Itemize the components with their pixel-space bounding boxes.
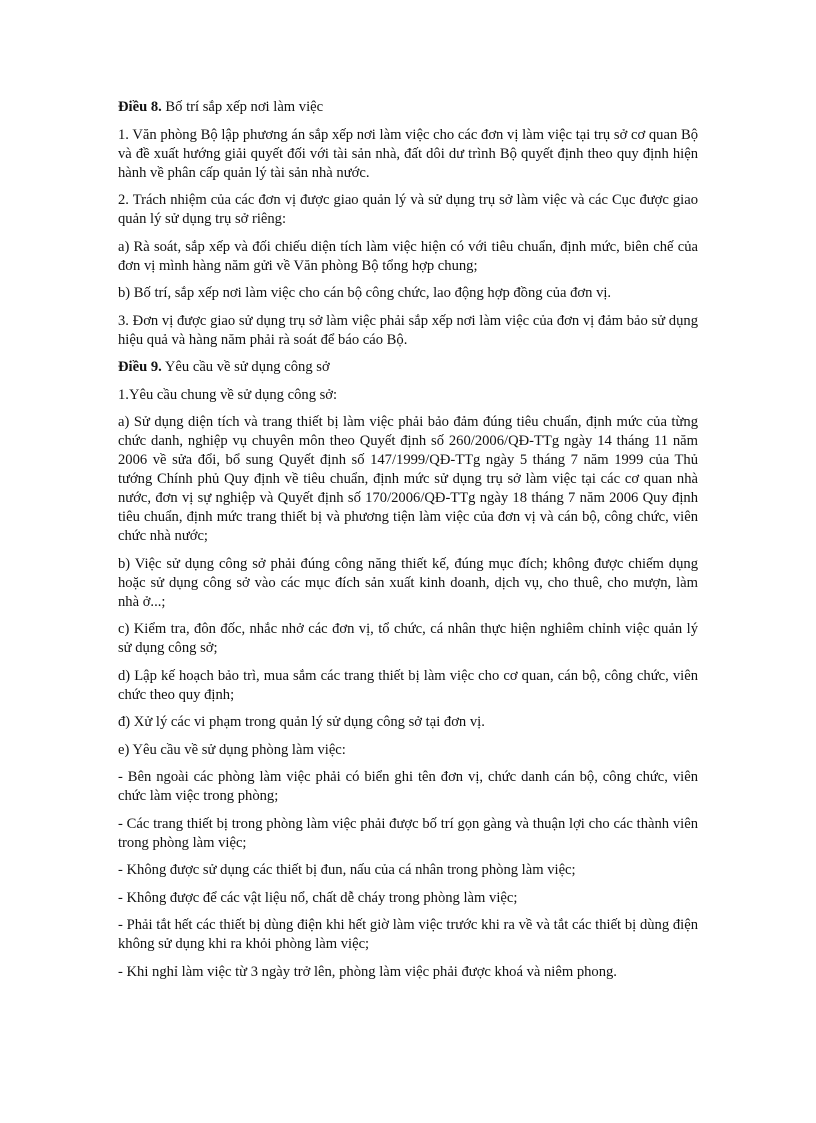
article-9-paragraph-1d: d) Lập kế hoạch bảo trì, mua sắm các trang thiết bị làm việc cho cơ quan, cán bộ, công chức, viên chức theo quy định; xyxy=(118,667,698,703)
article-8-paragraph-2: 2. Trách nhiệm của các đơn vị được giao quản lý và sử dụng trụ sở làm việc và các Cục được giao quản lý sử dụng trụ sở riêng: xyxy=(118,192,698,227)
article-8-paragraph-2b: b) Bố trí, sắp xếp nơi làm việc cho cán bộ công chức, lao động hợp đồng của đơn vị. xyxy=(118,285,612,301)
article-8-number: Điều 8. xyxy=(118,99,162,115)
article-9-paragraph-1b: b) Việc sử dụng công sở phải đúng công năng thiết kế, đúng mục đích; không được chiếm dụng hoặc sử dụng công sở vào các mục đích sản xuất kinh doanh, dịch vụ, cho thuê, cho mượn, làm nhà ở...; xyxy=(118,555,698,610)
article-9-bullet-5: - Phải tắt hết các thiết bị dùng điện khi hết giờ làm việc trước khi ra về và tắt các thiết bị dùng điện không sử dụng khi ra khỏi phòng làm việc; xyxy=(118,917,698,952)
article-9-bullet-2: - Các trang thiết bị trong phòng làm việc phải được bố trí gọn gàng và thuận lợi cho các thành viên trong phòng làm việc; xyxy=(118,815,698,851)
article-9-bullet-4: - Không được để các vật liệu nổ, chất dễ cháy trong phòng làm việc; xyxy=(118,889,518,906)
article-9-paragraph-1dd: đ) Xử lý các vi phạm trong quản lý sử dụng công sở tại đơn vị. xyxy=(118,714,485,730)
document-page xyxy=(118,98,698,990)
article-9-bullet-1: - Bên ngoài các phòng làm việc phải có biển ghi tên đơn vị, chức danh cán bộ, công chức, viên chức làm việc trong phòng; xyxy=(118,769,698,804)
article-8-heading xyxy=(118,98,698,117)
article-8-paragraph-1: 1. Văn phòng Bộ lập phương án sắp xếp nơi làm việc cho các đơn vị làm việc tại trụ sở cơ quan Bộ và đề xuất hướng giải quyết đối với tài sản nhà, đất dôi dư trình Bộ quyết định theo quy định hiện hành về phân cấp quản lý tài sản nhà nước. xyxy=(118,126,698,181)
article-9-title: Yêu cầu về sử dụng công sở xyxy=(161,359,330,375)
article-9-paragraph-1: 1.Yêu cầu chung về sử dụng công sở: xyxy=(118,386,338,403)
article-8-title: Bố trí sắp xếp nơi làm việc xyxy=(161,99,324,115)
article-8-paragraph-2a: a) Rà soát, sắp xếp và đối chiếu diện tích làm việc hiện có với tiêu chuẩn, định mức, biên chế của đơn vị mình hàng năm gửi về Văn phòng Bộ tổng hợp chung; xyxy=(118,238,698,274)
article-9-bullet-3: - Không được sử dụng các thiết bị đun, nấu của cá nhân trong phòng làm việc; xyxy=(118,862,576,878)
article-9-paragraph-1c: c) Kiểm tra, đôn đốc, nhắc nhở các đơn vị, tổ chức, cá nhân thực hiện nghiêm chỉnh việc quản lý sử dụng công sở; xyxy=(118,621,698,656)
article-9-bullet-6: - Khi nghỉ làm việc từ 3 ngày trở lên, phòng làm việc phải được khoá và niêm phong. xyxy=(118,963,617,980)
article-9-paragraph-1a: a) Sử dụng diện tích và trang thiết bị làm việc phải bảo đảm đúng tiêu chuẩn, định mức của từng chức danh, nghiệp vụ chuyên môn theo Quyết định số 260/2006/QĐ-TTg ngày 14 tháng 11 năm 2006 về sửa đổi, bổ sung Quyết định số 147/1999/QĐ-TTg ngày 5 tháng 7 năm 1999 của Thủ tướng Chính phủ Quy định về tiêu chuẩn, định mức sử dụng trụ sở làm việc tại các cơ quan nhà nước, đơn vị sự nghiệp và Quyết định số 170/2006/QĐ-TTg ngày 18 tháng 7 năm 2006 Quy định tiêu chuẩn, định mức trang thiết bị và phương tiện làm việc của đơn vị và cán bộ, công chức, viên chức nhà nước; xyxy=(118,414,698,544)
article-9-number: Điều 9. xyxy=(118,359,162,375)
article-8-paragraph-3: 3. Đơn vị được giao sử dụng trụ sở làm việc phải sắp xếp nơi làm việc của đơn vị đảm bảo sử dụng hiệu quả và hàng năm phải rà soát để báo cáo Bộ. xyxy=(118,312,698,348)
article-9-paragraph-1e: e) Yêu cầu về sử dụng phòng làm việc: xyxy=(118,741,346,758)
article-9-heading xyxy=(118,358,698,377)
